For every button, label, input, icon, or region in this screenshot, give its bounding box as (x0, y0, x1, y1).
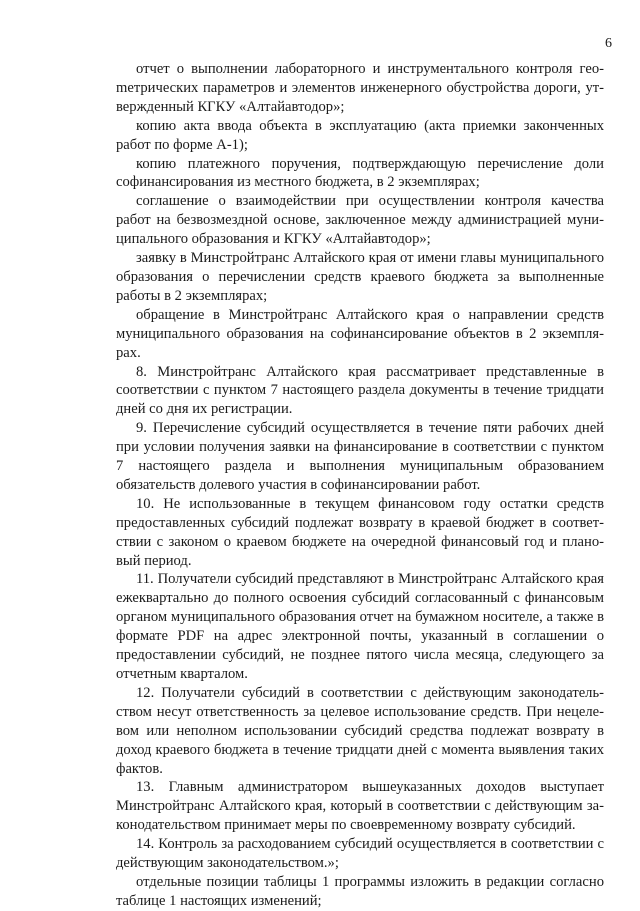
paragraph-item-11: 11. Получатели субсидий представляют в Минстройтранс Алтайского края ежеквартально до полного освоения субсидий согласованный с финансовым органом муниципального образования отчет на бумажном носителе, а также в формате PDF на адрес электронной почты, указанный в соглашении о предоставлении субсидий, не позднее пятого числа месяца, следующего за отчетным кварталом. (116, 571, 604, 682)
paragraph-table-note: отдельные позиции таблицы 1 программы изложить в редакции согласно таблице 1 настоящих изменений; (116, 873, 604, 909)
page-number: 6 (605, 36, 612, 51)
paragraph-item-10: 10. Не использованные в текущем финансовом году остатки средств предоставленных субсидий подлежат возврату в краевой бюджет в соответствии с законом о краевом бюджете на очередной финансовый год и плановый период. (116, 495, 604, 569)
document-body (116, 60, 604, 911)
paragraph-item-14: 14. Контроль за расходованием субсидий осуществляется в соответствии с действующим законодательством.»; (116, 836, 604, 872)
paragraph-act-copy: копию акта ввода объекта в эксплуатацию (акта приемки законченных работ по форме А-1); (116, 117, 604, 153)
paragraph-appeal: обращение в Минстройтранс Алтайского края о направлении средств муниципального образования на софинансирование объектов в 2 экземплярах. (116, 306, 604, 361)
paragraph-item-12: 12. Получатели субсидий в соответствии с действующим законодательством несут ответственность за целевое использование средств. При нецелевом или неполном использовании субсидий средства подлежат возврату в доход краевого бюджета в течение тридцати дней с момента выявления таких фактов. (116, 684, 604, 777)
paragraph-item-9: 9. Перечисление субсидий осуществляется в течение пяти рабочих дней при условии получения заявки на финансирование в соответствии с пунктом 7 настоящего раздела и выполнения муниципальным образованием обязательств долевого участия в софинансировании работ. (116, 420, 604, 493)
paragraph-agreement: соглашение о взаимодействии при осуществлении контроля качества работ на безвозмездной основе, заключенное между администрацией муниципального образования и КГКУ «Алтайавтодор»; (116, 193, 604, 248)
paragraph-item-13: 13. Главным администратором вышеуказанных доходов выступает Минстройтранс Алтайского края, который в соответствии с действующим законодательством принимает меры по своевременному возврату субсидий. (116, 779, 604, 834)
paragraph-payment-copy: копию платежного поручения, подтверждающую перечисление доли софинансирования из местного бюджета, в 2 экземплярах; (116, 155, 604, 191)
paragraph-application: заявку в Минстройтранс Алтайского края от имени главы муниципального образования о перечислении средств краевого бюджета за выполненные работы в 2 экземплярах; (116, 250, 604, 304)
paragraph-report-control: отчет о выполнении лабораторного и инструментального контроля геоmетрических параметров и элементов инженерного обустройства дороги, утвержденный КГКУ «Алтайавтодор»; (116, 61, 604, 115)
paragraph-item-8: 8. Минстройтранс Алтайского края рассматривает представленные в соответствии с пунктом 7 настоящего раздела документы в течение тридцати дней со дня их регистрации. (116, 363, 604, 418)
